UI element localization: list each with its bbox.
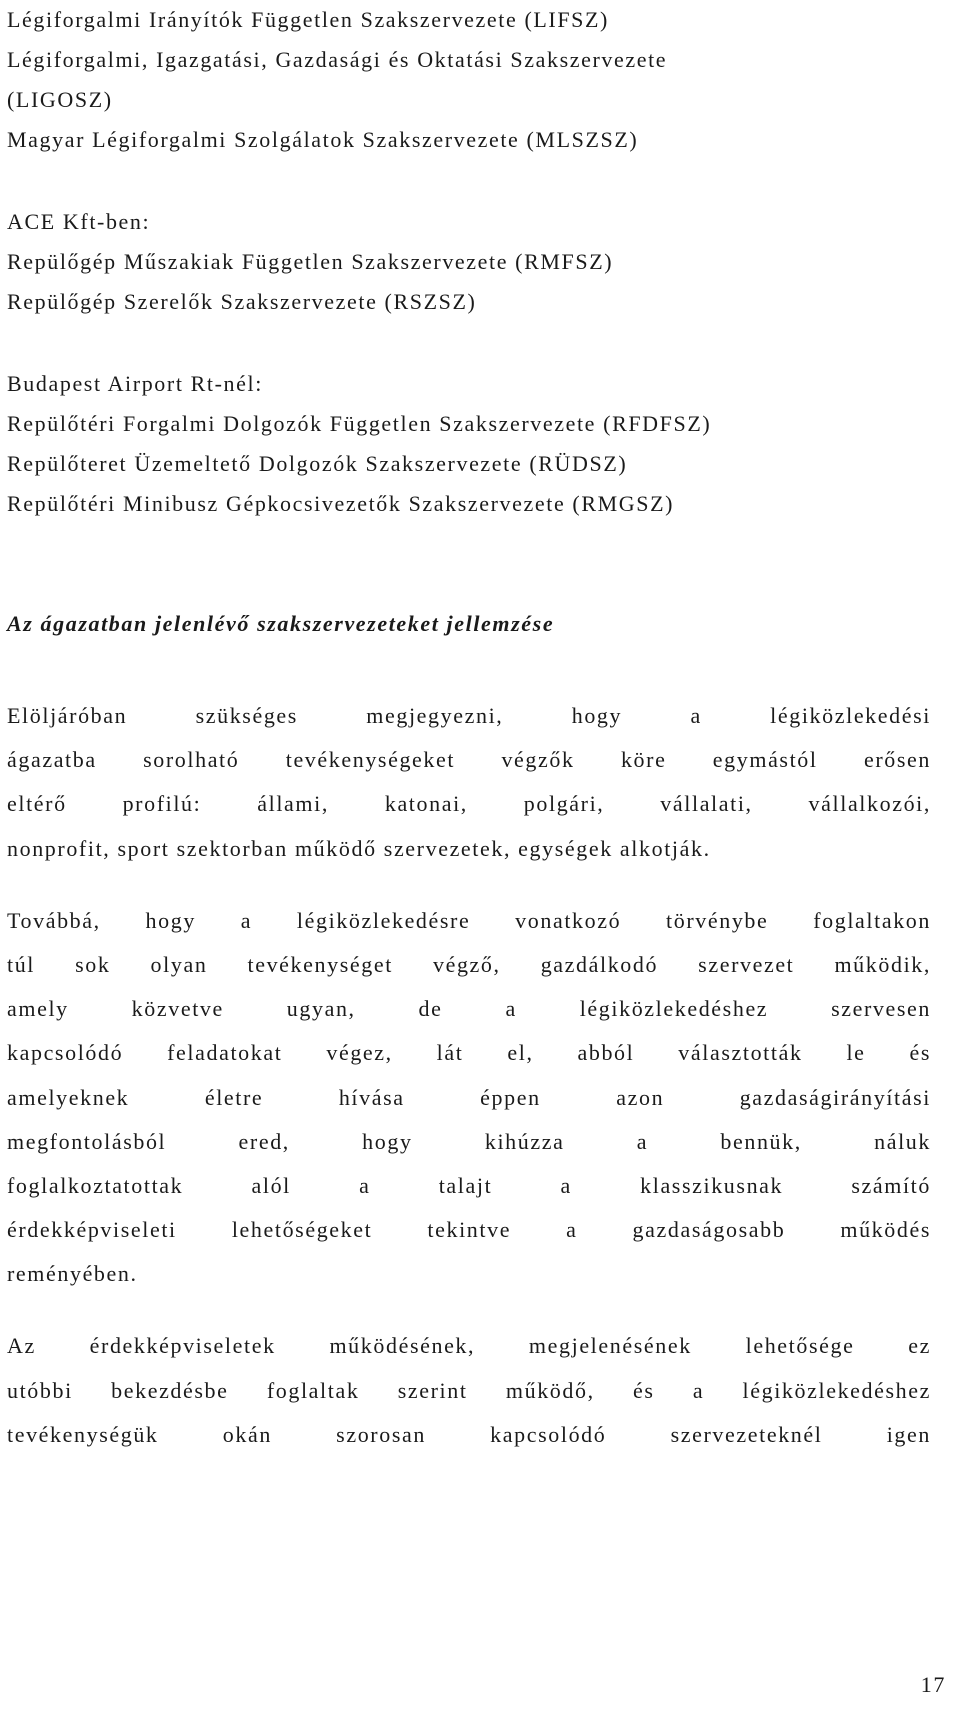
- paragraph-line: érdekképviseleti lehetőségeket tekintve a gazdaságosabb működés: [7, 1217, 931, 1243]
- union-list-top: [7, 0, 931, 160]
- paragraph-line: amelyeknek életre hívása éppen azon gazdaságirányítási: [7, 1084, 931, 1110]
- paragraph-line: utóbbi bekezdésbe foglaltak szerint működő, és a légiközlekedéshez: [7, 1377, 931, 1403]
- list-item: Repülőtéri Forgalmi Dolgozók Független Szakszervezete (RFDFSZ): [7, 411, 712, 436]
- list-item: (LIGOSZ): [7, 87, 113, 112]
- paragraph-line: nonprofit, sport szektorban működő szervezetek, egységek alkotják.: [7, 835, 711, 861]
- paragraph-line: kapcsolódó feladatokat végez, lát el, abból választották le és: [7, 1040, 931, 1066]
- paragraph-2: [7, 899, 931, 1297]
- page-number: 17: [920, 1672, 946, 1697]
- paragraph-line: megfontolásból ered, hogy kihúzza a bennük, náluk: [7, 1128, 931, 1154]
- paragraph-1: [7, 694, 931, 871]
- list-item: Repülőteret Üzemeltető Dolgozók Szakszervezete (RÜDSZ): [7, 451, 628, 476]
- section-heading: Az ágazatban jelenlévő szakszervezeteket jellemzése: [7, 611, 555, 636]
- paragraph-line: tevékenységük okán szorosan kapcsolódó szervezeteknél igen: [7, 1421, 931, 1447]
- paragraph-line: reményében.: [7, 1261, 138, 1287]
- list-item: Légiforgalmi Irányítók Független Szakszervezete (LIFSZ): [7, 7, 609, 32]
- list-item: Magyar Légiforgalmi Szolgálatok Szakszervezete (MLSZSZ): [7, 127, 639, 152]
- paragraph-line: túl sok olyan tevékenységet végző, gazdálkodó szervezet működik,: [7, 951, 931, 977]
- paragraph-line: eltérő profilú: állami, katonai, polgári, vállalati, vállalkozói,: [7, 791, 931, 817]
- paragraph-line: ágazatba sorolható tevékenységeket végzők köre egymástól erősen: [7, 747, 931, 773]
- paragraph-3: [7, 1324, 931, 1457]
- list-item: Légiforgalmi, Igazgatási, Gazdasági és Oktatási Szakszervezete: [7, 47, 668, 72]
- paragraph-line: foglalkoztatottak alól a talajt a klasszikusnak számító: [7, 1172, 931, 1198]
- paragraph-line: amely közvetve ugyan, de a légiközlekedéshez szervesen: [7, 996, 931, 1022]
- list-item: Repülőgép Műszakiak Független Szakszervezete (RMFSZ): [7, 249, 614, 274]
- paragraph-line: Az érdekképviseletek működésének, megjelenésének lehetősége ez: [7, 1333, 931, 1359]
- paragraph-line: Elöljáróban szükséges megjegyezni, hogy a légiközlekedési: [7, 703, 931, 728]
- union-list-budapest-airport: [7, 364, 931, 524]
- list-item: Repülőgép Szerelők Szakszervezete (RSZSZ): [7, 289, 477, 314]
- list-heading-budapest-airport: Budapest Airport Rt-nél:: [7, 371, 263, 396]
- paragraph-line: Továbbá, hogy a légiközlekedésre vonatkozó törvénybe foglaltakon: [7, 907, 931, 933]
- union-list-ace: [7, 202, 931, 322]
- list-item: Repülőtéri Minibusz Gépkocsivezetők Szakszervezete (RMGSZ): [7, 491, 675, 516]
- document-page: [7, 0, 931, 1457]
- list-heading-ace: ACE Kft-ben:: [7, 209, 151, 234]
